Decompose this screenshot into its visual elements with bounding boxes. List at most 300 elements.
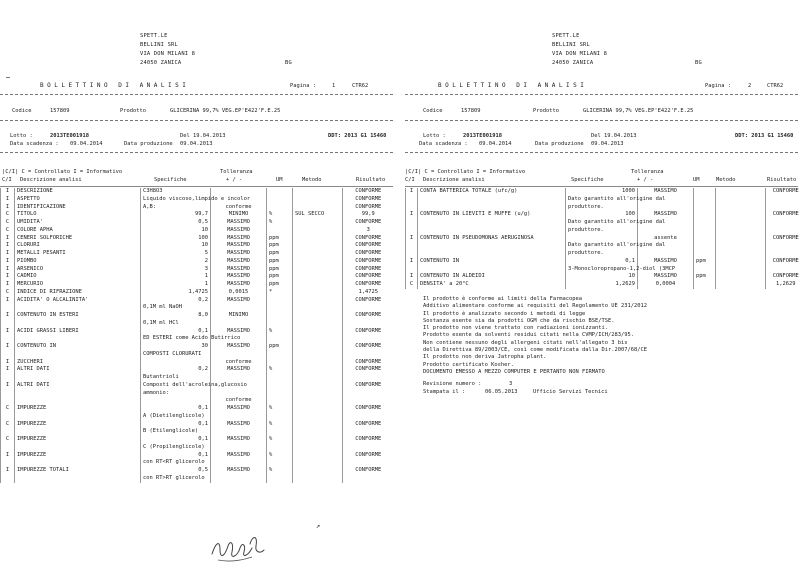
table-row xyxy=(1,390,394,398)
cell-metodo xyxy=(716,196,766,204)
cell-metodo xyxy=(716,250,766,258)
cell-metodo xyxy=(293,428,343,436)
cell-um: * xyxy=(267,289,293,297)
col-ci: C/I xyxy=(405,177,415,183)
cell-ci: I xyxy=(1,250,15,258)
cell-specifiche: COMPOSTI CLORURATI xyxy=(141,351,211,359)
cell-risultato: CONFORME xyxy=(343,258,394,266)
divider xyxy=(405,120,798,121)
cell-um xyxy=(267,335,293,343)
cell-risultato xyxy=(343,397,394,405)
codice-label: Codice xyxy=(423,108,443,114)
recipient-line-1: SPETT.LE xyxy=(140,33,168,39)
cell-ci xyxy=(1,475,15,483)
cell-descrizione: IMPUREZZE xyxy=(15,421,141,429)
cell-descrizione: CONTENUTO IN xyxy=(15,343,141,351)
report-page-2 xyxy=(405,0,798,586)
cell-metodo xyxy=(293,312,343,320)
cell-um xyxy=(267,351,293,359)
cell-specifiche: produttore. xyxy=(566,204,638,212)
cell-metodo xyxy=(293,235,343,243)
col-ci: C/I xyxy=(2,177,12,183)
cell-um: % xyxy=(267,421,293,429)
cell-tolleranza xyxy=(211,444,267,452)
cell-tolleranza: MASSIMO xyxy=(211,273,267,281)
table-row xyxy=(406,235,806,243)
lotto-label: Lotto : xyxy=(10,133,33,139)
cell-risultato: CONFORME xyxy=(766,258,806,266)
cell-risultato: CONFORME xyxy=(343,328,394,336)
cell-risultato: CONFORME xyxy=(343,219,394,227)
cell-um xyxy=(267,227,293,235)
cell-tolleranza: MASSIMO xyxy=(211,405,267,413)
cell-ci: I xyxy=(1,366,15,374)
cell-um xyxy=(694,204,716,212)
cell-um: % xyxy=(267,452,293,460)
cell-risultato: CONFORME xyxy=(343,281,394,289)
cell-um xyxy=(267,390,293,398)
cell-um: ppm xyxy=(267,281,293,289)
scadenza-label: Data scadenza : xyxy=(10,141,59,147)
cell-specifiche: 30 xyxy=(141,343,211,351)
cell-um xyxy=(694,219,716,227)
note-line: della Direttiva 89/2003/CE, così come modificata dalla Dir.2007/68/CE xyxy=(423,347,647,354)
cell-ci: I xyxy=(406,235,418,243)
cell-metodo xyxy=(293,436,343,444)
cell-um xyxy=(267,397,293,405)
cell-descrizione: ALTRI DATI xyxy=(15,366,141,374)
cell-descrizione xyxy=(418,219,566,227)
cell-um xyxy=(267,444,293,452)
cell-metodo xyxy=(293,289,343,297)
cell-um: ppm xyxy=(267,266,293,274)
cell-descrizione: ZUCCHERI xyxy=(15,359,141,367)
cell-metodo xyxy=(293,405,343,413)
cell-um xyxy=(267,312,293,320)
cell-tolleranza: MASSIMO xyxy=(211,258,267,266)
cell-descrizione xyxy=(418,227,566,235)
cell-tolleranza: MASSIMO xyxy=(211,219,267,227)
note-line: Il prodotto è conforme ai limiti della Farmacopea xyxy=(423,296,583,302)
cell-risultato xyxy=(766,204,806,212)
produzione-value: 09.04.2013 xyxy=(180,141,213,147)
cell-tolleranza xyxy=(211,320,267,328)
table-row xyxy=(406,227,806,235)
cell-specifiche: 1 xyxy=(141,281,211,289)
cell-risultato: CONFORME xyxy=(343,421,394,429)
cell-um: ppm xyxy=(694,258,716,266)
cell-tolleranza: conforme xyxy=(211,204,267,212)
ddt-number: DDT: 2013 G1 15460 xyxy=(735,133,794,139)
cell-ci xyxy=(1,304,15,312)
recipient-line-3: VIA DON MILANI 8 xyxy=(140,51,196,57)
cell-metodo xyxy=(293,343,343,351)
cell-tolleranza xyxy=(638,250,694,258)
cell-descrizione: CONTENUTO IN LIEVITI E MUFFE (u/g) xyxy=(418,211,566,219)
table-row xyxy=(406,250,806,258)
cell-risultato: CONFORME xyxy=(766,273,806,281)
cell-um: % xyxy=(267,436,293,444)
cell-metodo xyxy=(293,452,343,460)
cell-tolleranza: 0,0004 xyxy=(638,281,694,289)
cell-risultato: CONFORME xyxy=(343,297,394,305)
table-row xyxy=(1,459,394,467)
recipient-province: BG xyxy=(695,60,702,66)
cell-descrizione: CONTENUTO IN ESTERI xyxy=(15,312,141,320)
cell-risultato xyxy=(343,475,394,483)
prodotto-label: Prodotto xyxy=(120,108,146,114)
cell-tolleranza: MASSIMO xyxy=(638,258,694,266)
recipient-line-4: 24050 ZANICA xyxy=(140,60,182,66)
cell-um: ppm xyxy=(694,273,716,281)
cell-descrizione: ACIDITA' O ALCALINITA' xyxy=(15,297,141,305)
cell-specifiche: 1000 xyxy=(566,188,638,196)
table-row xyxy=(1,444,394,452)
note-line: Il prodotto non deriva Jatropha plant. xyxy=(423,354,547,361)
cell-risultato: CONFORME xyxy=(343,250,394,258)
cell-um: ppm xyxy=(267,250,293,258)
cell-um: ppm xyxy=(267,235,293,243)
cell-risultato: CONFORME xyxy=(343,436,394,444)
cell-descrizione xyxy=(15,475,141,483)
cell-metodo xyxy=(716,273,766,281)
cell-risultato: 99,9 xyxy=(343,211,394,219)
cell-tolleranza: assente xyxy=(638,235,694,243)
cell-specifiche: ED ESTERI come Acido Butirrico xyxy=(141,335,211,343)
cell-specifiche: 1 xyxy=(141,273,211,281)
cell-specifiche: Dato garantito all'origine dal xyxy=(566,242,638,250)
cell-ci: I xyxy=(1,452,15,460)
table-row xyxy=(1,273,394,281)
cell-descrizione xyxy=(418,242,566,250)
cell-risultato: CONFORME xyxy=(343,266,394,274)
table-row xyxy=(1,351,394,359)
cell-tolleranza: MASSIMO xyxy=(211,227,267,235)
cell-metodo xyxy=(293,421,343,429)
cell-ci: I xyxy=(1,273,15,281)
cell-descrizione: CONTENUTO IN ALDEIDI xyxy=(418,273,566,281)
cell-metodo xyxy=(293,297,343,305)
cell-tolleranza: MASSIMO xyxy=(211,281,267,289)
table-row xyxy=(1,281,394,289)
cell-descrizione xyxy=(15,374,141,382)
results-table xyxy=(0,188,394,483)
cell-ci: I xyxy=(1,359,15,367)
cell-risultato: CONFORME xyxy=(343,188,394,196)
cell-metodo xyxy=(293,444,343,452)
table-row xyxy=(1,188,394,196)
cell-metodo xyxy=(293,227,343,235)
cell-ci xyxy=(406,227,418,235)
cell-risultato: CONFORME xyxy=(343,467,394,475)
report-page-1 xyxy=(0,0,393,586)
cell-metodo xyxy=(293,366,343,374)
cell-specifiche: 0,1M ml NaOH xyxy=(141,304,211,312)
cell-um: % xyxy=(267,405,293,413)
table-row xyxy=(1,235,394,243)
cell-metodo xyxy=(293,390,343,398)
cell-ci xyxy=(1,351,15,359)
divider xyxy=(0,152,393,153)
cell-metodo xyxy=(293,273,343,281)
cell-descrizione xyxy=(15,351,141,359)
cell-ci: C xyxy=(1,436,15,444)
cell-descrizione: CLORURI xyxy=(15,242,141,250)
page-label: Pagina : xyxy=(290,83,316,89)
cell-descrizione xyxy=(15,320,141,328)
cell-ci xyxy=(1,320,15,328)
cell-um xyxy=(267,188,293,196)
cell-ci: I xyxy=(1,382,15,390)
cell-ci: C xyxy=(1,227,15,235)
prodotto-value: GLICERINA 99,7% VEG.EP'E422'F.E.25 xyxy=(583,108,694,114)
cell-risultato: CONFORME xyxy=(343,196,394,204)
note-line: Prodotto esente da solventi residui citati nella CVMP/ICH/283/95. xyxy=(423,332,634,339)
cell-metodo xyxy=(293,351,343,359)
cell-um: ppm xyxy=(267,242,293,250)
revision-label: Revisione numero : xyxy=(423,381,482,387)
col-risultato: Risultato xyxy=(767,177,797,183)
cell-tolleranza xyxy=(211,304,267,312)
cell-tolleranza: MINIMO xyxy=(211,312,267,320)
cell-descrizione xyxy=(15,335,141,343)
cell-ci: C xyxy=(1,289,15,297)
notes-block xyxy=(423,296,647,376)
cell-specifiche: 0,1 xyxy=(141,328,211,336)
col-metodo: Metodo xyxy=(302,177,322,183)
cell-descrizione xyxy=(418,266,566,274)
produzione-label: Data produzione xyxy=(535,141,584,147)
cell-risultato xyxy=(766,219,806,227)
note-line: DOCUMENTO EMESSO A MEZZO COMPUTER E PERTANTO NON FIRMATO xyxy=(423,368,605,375)
table-row xyxy=(1,475,394,483)
col-metodo: Metodo xyxy=(716,177,736,183)
cell-specifiche: Liquido viscoso,limpido e incolor xyxy=(141,196,211,204)
recipient-line-2: BELLINI SRL xyxy=(140,42,178,48)
cell-tolleranza: MASSIMO xyxy=(211,235,267,243)
cell-risultato: CONFORME xyxy=(343,382,394,390)
cell-risultato: CONFORME xyxy=(343,366,394,374)
cell-ci: I xyxy=(1,328,15,336)
cell-specifiche: 0,5 xyxy=(141,467,211,475)
cell-specifiche: 0,2 xyxy=(141,366,211,374)
table-row xyxy=(406,219,806,227)
cell-tolleranza: MASSIMO xyxy=(211,421,267,429)
cell-specifiche: 0,1 xyxy=(566,258,638,266)
cell-descrizione: COLORE APHA xyxy=(15,227,141,235)
table-row xyxy=(1,421,394,429)
cell-descrizione: CONTENUTO IN PSEUDOMONAS AERUGINOSA xyxy=(418,235,566,243)
table-row xyxy=(1,258,394,266)
table-row xyxy=(1,219,394,227)
cell-ci: I xyxy=(406,258,418,266)
cell-metodo xyxy=(716,258,766,266)
lotto-value: 2013TE001918 xyxy=(463,133,502,139)
cell-risultato xyxy=(343,335,394,343)
note-line: Il prodotto è analizzato secondo i metodi di legge xyxy=(423,310,586,317)
cell-tolleranza: 0,0015 xyxy=(211,289,267,297)
recipient-line-4: 24050 ZANICA xyxy=(552,60,594,66)
cell-descrizione: MERCURIO xyxy=(15,281,141,289)
cell-metodo xyxy=(293,467,343,475)
cell-ci: I xyxy=(1,258,15,266)
cell-risultato xyxy=(766,266,806,274)
cell-specifiche: 99,7 xyxy=(141,211,211,219)
cell-risultato: CONFORME xyxy=(343,359,394,367)
note-line: Il prodotto non viene trattato con radiazioni ionizzanti. xyxy=(423,325,608,332)
cell-specifiche: 0,1M ml HCl xyxy=(141,320,211,328)
cell-specifiche xyxy=(141,359,211,367)
cell-ci: I xyxy=(1,204,15,212)
codice-value: 157809 xyxy=(461,108,481,114)
cell-specifiche: B (Etilenglicole) xyxy=(141,428,211,436)
cell-ci xyxy=(1,459,15,467)
cell-descrizione: PIOMBO xyxy=(15,258,141,266)
cell-ci: C xyxy=(1,211,15,219)
table-row xyxy=(406,196,806,204)
cell-tolleranza: MASSIMO xyxy=(638,211,694,219)
cell-tolleranza: MASSIMO xyxy=(211,343,267,351)
cell-metodo xyxy=(293,475,343,483)
cell-metodo xyxy=(716,227,766,235)
col-specifiche: Specifiche xyxy=(571,177,604,183)
page-label: Pagina : xyxy=(705,83,731,89)
cell-descrizione xyxy=(15,444,141,452)
cell-descrizione: UMIDITA' xyxy=(15,219,141,227)
cell-specifiche: 1,2629 xyxy=(566,281,638,289)
cell-risultato: CONFORME xyxy=(343,235,394,243)
cell-ci: I xyxy=(1,467,15,475)
table-row xyxy=(1,242,394,250)
table-row xyxy=(1,366,394,374)
divider xyxy=(405,186,798,187)
cell-ci: I xyxy=(1,188,15,196)
lotto-value: 2013TE001918 xyxy=(50,133,89,139)
cell-um xyxy=(267,359,293,367)
table-row xyxy=(1,196,394,204)
cell-tolleranza: MASSIMO xyxy=(211,436,267,444)
cell-specifiche: produttore. xyxy=(566,227,638,235)
page-number: 2 xyxy=(748,83,752,89)
cell-tolleranza: MASSIMO xyxy=(211,467,267,475)
report-title: BOLLETTINO DI ANALISI xyxy=(40,82,190,89)
cell-specifiche: 10 xyxy=(566,273,638,281)
cell-ci: I xyxy=(1,343,15,351)
cell-specifiche: 0,1 xyxy=(141,405,211,413)
cell-ci xyxy=(1,413,15,421)
cell-specifiche: 0,1 xyxy=(141,436,211,444)
cell-specifiche: 10 xyxy=(141,227,211,235)
cell-risultato: CONFORME xyxy=(343,204,394,212)
cell-descrizione: METALLI PESANTI xyxy=(15,250,141,258)
col-tolleranza: Tolleranza xyxy=(631,169,664,175)
table-row xyxy=(1,204,394,212)
cell-um: % xyxy=(267,211,293,219)
cell-metodo xyxy=(716,281,766,289)
cell-um xyxy=(694,250,716,258)
cell-descrizione: IMPUREZZE xyxy=(15,452,141,460)
cell-ci: I xyxy=(1,297,15,305)
cell-tolleranza xyxy=(211,459,267,467)
divider xyxy=(0,94,393,95)
cell-ci xyxy=(1,397,15,405)
cell-ci: C xyxy=(406,281,418,289)
cell-specifiche: Butantrioli xyxy=(141,374,211,382)
table-row xyxy=(1,405,394,413)
cell-risultato: CONFORME xyxy=(343,452,394,460)
cell-tolleranza xyxy=(211,428,267,436)
table-row xyxy=(1,320,394,328)
cell-metodo xyxy=(293,188,343,196)
cell-um xyxy=(267,428,293,436)
cell-um xyxy=(694,188,716,196)
cell-descrizione: ARSENICO xyxy=(15,266,141,274)
cell-descrizione: CONTENUTO IN xyxy=(418,258,566,266)
cell-risultato xyxy=(343,390,394,398)
cell-metodo xyxy=(293,204,343,212)
cell-descrizione: IMPUREZZE xyxy=(15,405,141,413)
cell-descrizione xyxy=(15,413,141,421)
del-date: Del 19.04.2013 xyxy=(591,133,637,139)
cell-ci: I xyxy=(406,188,418,196)
cell-metodo xyxy=(293,335,343,343)
cell-specifiche: 100 xyxy=(566,211,638,219)
cell-metodo xyxy=(716,204,766,212)
cell-specifiche: C (Propilenglicole) xyxy=(141,444,211,452)
cell-metodo xyxy=(293,359,343,367)
divider xyxy=(405,152,798,153)
cell-specifiche: 1,4725 xyxy=(141,289,211,297)
cell-tolleranza xyxy=(211,374,267,382)
page-number: 1 xyxy=(332,83,336,89)
cell-tolleranza: MASSIMO xyxy=(638,188,694,196)
cell-um xyxy=(694,211,716,219)
cell-risultato xyxy=(343,304,394,312)
cell-descrizione xyxy=(15,397,141,405)
cell-metodo xyxy=(716,266,766,274)
col-tolleranza-sign: + / - xyxy=(226,177,243,183)
table-row xyxy=(1,227,394,235)
cell-descrizione xyxy=(418,196,566,204)
cell-specifiche: ammonio: xyxy=(141,390,211,398)
cell-specifiche xyxy=(141,397,211,405)
cell-tolleranza xyxy=(211,188,267,196)
cell-metodo xyxy=(293,219,343,227)
note-line: Sostanza esente sia da prodotti OGM che da rischio BSE/TSE. xyxy=(423,317,615,324)
cell-um: % xyxy=(267,366,293,374)
cell-specifiche: Composti dell'acroleina,glucosio xyxy=(141,382,211,390)
table-row xyxy=(1,304,394,312)
fold-mark xyxy=(6,77,10,78)
recipient-line-3: VIA DON MILANI 8 xyxy=(552,51,608,57)
cell-um xyxy=(267,459,293,467)
col-um: UM xyxy=(276,177,283,183)
cell-risultato: CONFORME xyxy=(766,211,806,219)
table-row xyxy=(1,436,394,444)
cell-um xyxy=(267,382,293,390)
cell-tolleranza xyxy=(211,390,267,398)
cell-descrizione: IMPUREZZE xyxy=(15,436,141,444)
cell-specifiche: 5 xyxy=(141,250,211,258)
cell-descrizione: DESCRIZIONE xyxy=(15,188,141,196)
cell-ci xyxy=(1,390,15,398)
cell-risultato: CONFORME xyxy=(343,343,394,351)
prodotto-value: GLICERINA 99,7% VEG.EP'E422'F.E.25 xyxy=(170,108,281,114)
cell-ci xyxy=(406,204,418,212)
cell-tolleranza: MINIMO xyxy=(211,211,267,219)
table-row xyxy=(1,428,394,436)
table-row xyxy=(1,266,394,274)
